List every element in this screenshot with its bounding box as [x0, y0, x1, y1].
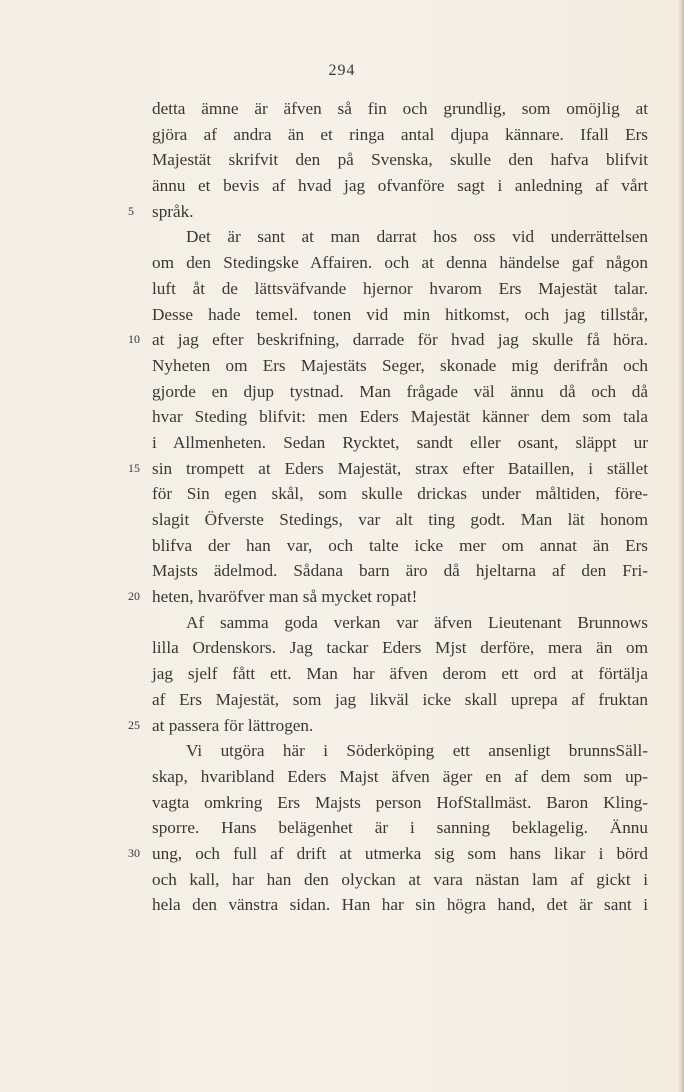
line-text: detta ämne är äfven så fin och grundlig, som omöjlig at	[152, 99, 648, 118]
text-line	[152, 558, 648, 584]
line-text: sin trompett at Eders Majestät, strax efter Bataillen, i stället	[152, 458, 648, 478]
text-line	[128, 584, 648, 610]
text-line	[128, 841, 648, 867]
line-text: lilla Ordenskors. Jag tackar Eders Mjst derföre, mera än om	[152, 638, 648, 658]
text-line	[152, 379, 648, 405]
text-line	[128, 456, 648, 482]
text-line	[152, 892, 648, 918]
line-text: språk.	[152, 201, 194, 221]
text-line	[152, 507, 648, 533]
page-edge	[678, 0, 684, 1092]
line-text: gjöra af andra än et ringa antal djupa kännare. Ifall Ers	[152, 124, 648, 144]
line-text: hvar Steding blifvit: men Eders Majestät känner dem som tala	[152, 407, 648, 427]
line-text: och kall, har han den olyckan at vara nästan lam af gickt i	[152, 869, 648, 889]
line-text: jag sjelf fått ett. Man har äfven derom ett ord at förtälja	[152, 664, 648, 684]
line-text: i Allmenheten. Sedan Rycktet, sandt eller osant, släppt ur	[152, 432, 648, 452]
text-line	[152, 635, 648, 661]
text-line	[152, 302, 648, 328]
text-line	[152, 764, 648, 790]
line-number: 20	[128, 589, 140, 604]
text-line	[152, 276, 648, 302]
line-text: at jag efter beskrifning, darrade för hvad jag skulle få höra.	[152, 330, 648, 350]
text-line	[152, 661, 648, 687]
text-line	[128, 713, 648, 739]
text-line	[152, 610, 648, 636]
text-line	[152, 481, 648, 507]
text-line	[152, 815, 648, 841]
text-line	[128, 199, 648, 225]
text-line	[152, 353, 648, 379]
text-line	[152, 224, 648, 250]
line-text: blifva der han var, och talte icke mer om annat än Ers	[152, 535, 648, 555]
line-text: gjorde en djup tystnad. Man frågade väl ännu då och då	[152, 381, 648, 401]
line-text: vagta omkring Ers Majsts person HofStallmäst. Baron Kling-	[152, 792, 648, 812]
line-text: Majsts ädelmod. Sådana barn äro då hjeltarna af den Fri-	[152, 561, 648, 581]
line-text: Majestät skrifvit den på Svenska, skulle den hafva blifvit	[152, 150, 648, 170]
line-text: Af samma goda verkan var äfven Lieutenant Brunnows	[186, 612, 648, 632]
text-line	[152, 250, 648, 276]
text-line	[152, 687, 648, 713]
page-number: 294	[328, 62, 356, 79]
line-text: heten, hvaröfver man så mycket ropat!	[152, 587, 418, 607]
text-line	[152, 430, 648, 456]
text-line	[128, 327, 648, 353]
text-line	[152, 404, 648, 430]
line-text: luft åt de lättsväfvande hjernor hvarom Ers Majestät talar.	[152, 278, 648, 298]
line-number: 15	[128, 460, 140, 475]
line-text: ännu et bevis af hvad jag ofvanföre sagt i anledning af vårt	[152, 176, 648, 196]
line-text: skap, hvaribland Eders Majst äfven äger en af dem som up-	[152, 766, 648, 786]
text-line	[152, 147, 648, 173]
text-line	[152, 738, 648, 764]
line-text: Det är sant at man darrat hos oss vid underrättelsen	[186, 227, 648, 247]
text-line	[152, 867, 648, 893]
line-text: för Sin egen skål, som skulle drickas under måltiden, före-	[152, 484, 648, 504]
line-number: 10	[128, 332, 140, 347]
line-number: 30	[128, 845, 140, 860]
line-text: af Ers Majestät, som jag likväl icke skall uprepa af fruktan	[152, 689, 648, 709]
line-text: om den Stedingske Affairen. och at denna händelse gaf någon	[152, 253, 648, 273]
line-text: sporre. Hans belägenhet är i sanning beklagelig. Ännu	[152, 818, 648, 838]
line-text: ung, och full af drift at utmerka sig som hans likar i börd	[152, 843, 648, 863]
text-line	[152, 96, 648, 122]
line-number: 25	[128, 717, 140, 732]
line-text: slagit Öfverste Stedings, var alt ting godt. Man lät honom	[152, 510, 648, 529]
text-line	[152, 790, 648, 816]
line-text: Vi utgöra här i Söderköping ett ansenligt brunnsSäll-	[186, 741, 648, 761]
text-line	[152, 173, 648, 199]
line-text: Nyheten om Ers Majestäts Seger, skonade mig derifrån och	[152, 355, 648, 375]
body-text	[128, 96, 648, 918]
line-text: Desse hade temel. tonen vid min hitkomst, och jag tillstår,	[152, 304, 648, 324]
line-text: at passera för lättrogen.	[152, 715, 314, 735]
text-line	[152, 122, 648, 148]
line-text: hela den vänstra sidan. Han har sin högra hand, det är sant i	[152, 895, 648, 915]
text-line	[152, 533, 648, 559]
line-number: 5	[128, 203, 134, 218]
